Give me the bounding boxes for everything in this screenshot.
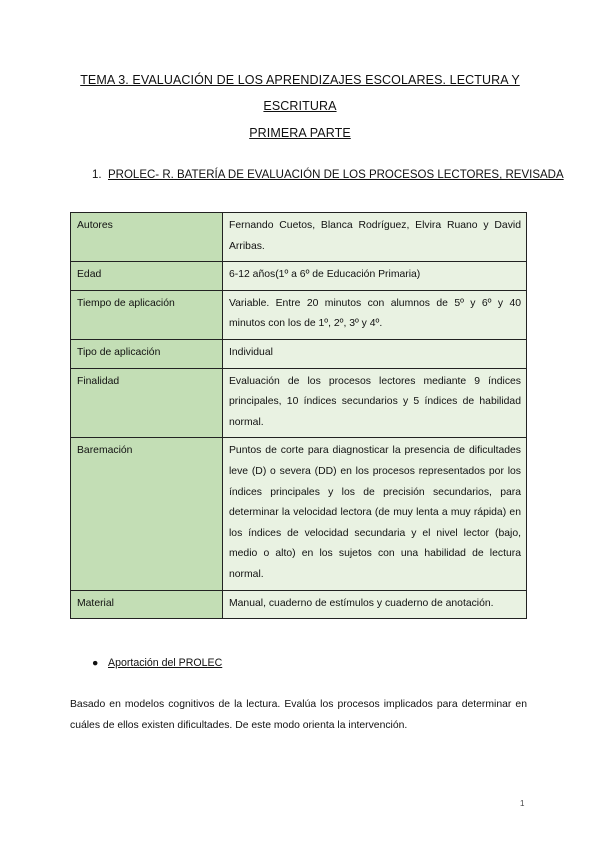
row-label: Baremación — [71, 438, 223, 590]
row-value: Variable. Entre 20 minutos con alumnos de 5º y 6º y 40 minutos con los de 1º, 2º, 3º y 4º. — [223, 290, 527, 339]
bullet-icon: ● — [92, 657, 99, 669]
section-heading-text: PROLEC- R. BATERÍA DE EVALUACIÓN DE LOS PROCESOS LECTORES, REVISADA — [108, 169, 564, 181]
table-row — [71, 290, 527, 339]
bullet-item — [92, 657, 222, 669]
body-paragraph: Basado en modelos cognitivos de la lectura. Evalúa los procesos implicados para determinar en cuáles de ellos existen dificultades. De este modo orienta la intervención. — [70, 699, 527, 731]
row-label: Edad — [71, 262, 223, 291]
row-value: Individual — [223, 339, 527, 368]
row-label: Tipo de aplicación — [71, 339, 223, 368]
table-row — [71, 213, 527, 262]
row-value: Puntos de corte para diagnosticar la presencia de dificultades leve (D) o severa (DD) en los procesos representados por los índices principales y los de precisión secundarios, para determinar la velocidad lectora (de muy lenta a muy rápida) en los índices de velocidad secundaria y el nivel lector (bajo, medio o alto) en los sujetos con una habilidad de lectura normal. — [223, 438, 527, 590]
row-label: Finalidad — [71, 368, 223, 438]
table-row — [71, 368, 527, 438]
row-label: Tiempo de aplicación — [71, 290, 223, 339]
table-row — [71, 590, 527, 619]
table-row — [71, 438, 527, 590]
row-value: Fernando Cuetos, Blanca Rodríguez, Elvira Ruano y David Arribas. — [223, 213, 527, 262]
page-number: 1 — [520, 799, 525, 808]
table-row — [71, 262, 527, 291]
row-value: Evaluación de los procesos lectores mediante 9 índices principales, 10 índices secundarios y 5 índices de habilidad normal. — [223, 368, 527, 438]
row-value: Manual, cuaderno de estímulos y cuaderno de anotación. — [223, 590, 527, 619]
document-subtitle: PRIMERA PARTE — [249, 126, 351, 140]
bullet-text: Aportación del PROLEC — [108, 657, 223, 669]
document-title-line-1: TEMA 3. EVALUACIÓN DE LOS APRENDIZAJES ESCOLARES. LECTURA Y — [80, 73, 520, 87]
section-number: 1. — [92, 169, 102, 181]
row-label: Autores — [71, 213, 223, 262]
table-row — [71, 339, 527, 368]
row-label: Material — [71, 590, 223, 619]
section-heading — [92, 169, 564, 181]
info-table — [70, 212, 527, 619]
row-value: 6-12 años(1º a 6º de Educación Primaria) — [223, 262, 527, 291]
document-title-line-2: ESCRITURA — [263, 99, 337, 113]
